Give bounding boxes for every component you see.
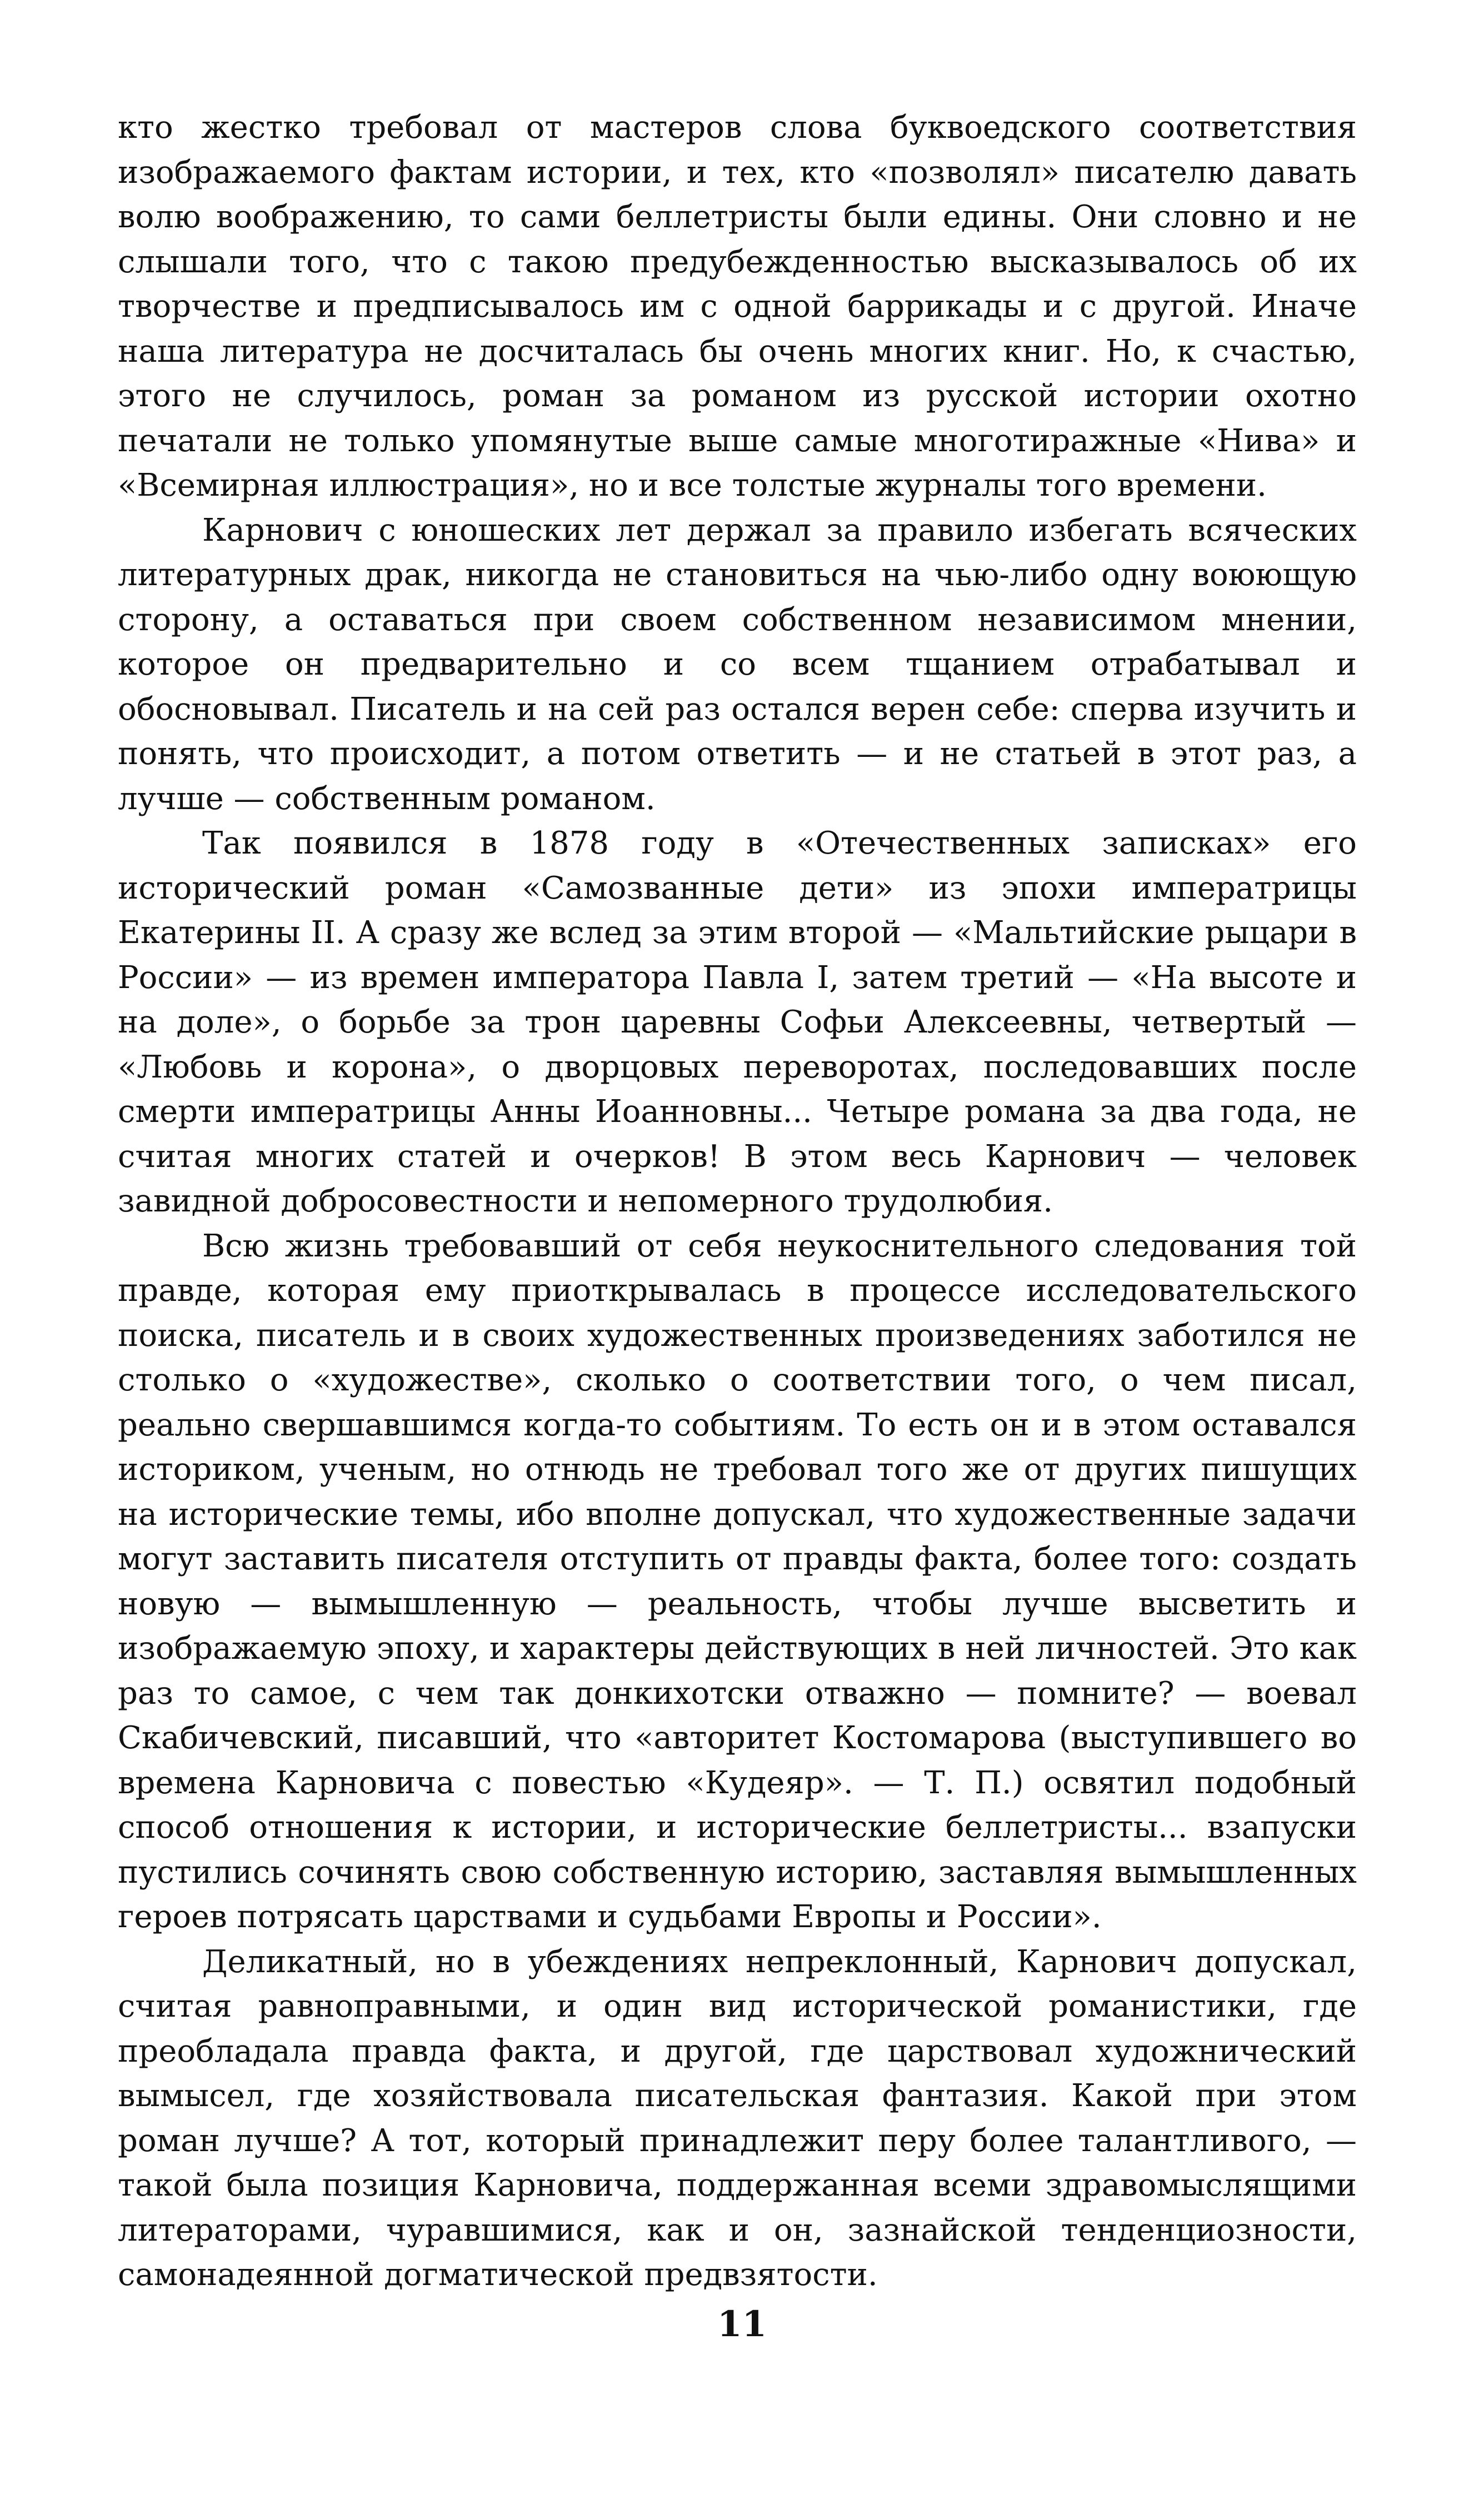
paragraph-5: Деликатный, но в убеждениях непреклонный, Карнович допускал, считая равноправными, и один вид исторической романистики, где преобладала правда факта, и другой, где царствовал художнический вымысел, где хозяйствовала писательская фантазия. Какой при этом роман лучше? А тот, который принадлежит перу более талантливого, — такой была позиция Карновича, поддержанная всеми здравомыслящими литераторами, чуравшимися, как и он, зазнайской тенденциозности, самонадеянной догматической предвзятости. — [118, 1943, 1357, 2293]
page-text-block — [118, 106, 1357, 2298]
page-number: 11 — [717, 2303, 767, 2345]
paragraph-1: кто жестко требовал от мастеров слова буквоедского соответствия изображаемого фактам истории, и тех, кто «позволял» писателю давать волю воображению, то сами беллетристы были едины. Они словно и не слышали того, что с такою предубежденностью высказывалось об их творчестве и предписывалось им с одной баррикады и с другой. Иначе наша литература не досчиталась бы очень многих книг. Но, к счастью, этого не случилось, роман за романом из русской истории охотно печатали не только упомянутые выше самые многотиражные «Нива» и «Всемирная иллюстрация», но и все толстые журналы того времени. — [118, 109, 1357, 503]
paragraph-2: Карнович с юношеских лет держал за правило избегать всяческих литературных драк, никогда не становиться на чью-либо одну воюющую сторону, а оставаться при своем собственном независимом мнении, которое он предварительно и со всем тщанием отрабатывал и обосновывал. Писатель и на сей раз остался верен себе: сперва изучить и понять, что происходит, а потом ответить — и не статьей в этот раз, а лучше — собственным романом. — [118, 512, 1357, 817]
paragraph-3: Так появился в 1878 году в «Отечественных записках» его исторический роман «Самозванные дети» из эпохи императрицы Екатерины II. А сразу же вслед за этим второй — «Мальтийские рыцари в России» — из времен императора Павла I, затем третий — «На высоте и на доле», о борьбе за трон царевны Софьи Алексеевны, четвертый — «Любовь и корона», о дворцовых переворотах, последовавших после смерти императрицы Анны Иоанновны... Четыре романа за два года, не считая многих статей и очерков! В этом весь Карнович — человек завидной добросовестности и непомерного трудолюбия. — [118, 825, 1357, 1219]
paragraph-4: Всю жизнь требовавший от себя неукоснительного следования той правде, которая ему приоткрывалась в процессе исследовательского поиска, писатель и в своих художественных произведениях заботился не столько о «художестве», сколько о соответствии того, о чем писал, реально свершавшимся когда-то событиям. То есть он и в этом оставался историком, ученым, но отнюдь не требовал того же от других пишущих на исторические темы, ибо вполне допускал, что художественные задачи могут заставить писателя отступить от правды факта, более того: создать новую — вымышленную — реальность, чтобы лучше высветить и изображаемую эпоху, и характеры действующих в ней личностей. Это как раз то самое, с чем так донкихотски отважно — помните? — воевал Скабичевский, писавший, что «авторитет Костомарова (выступившего во времена Карновича с повестью «Кудеяр». — Т. П.) освятил подобный способ отношения к истории, и исторические беллетристы... взапуски пустились сочинять свою собственную историю, заставляя вымышленных героев потрясать царствами и судьбами Европы и России». — [118, 1228, 1357, 1935]
